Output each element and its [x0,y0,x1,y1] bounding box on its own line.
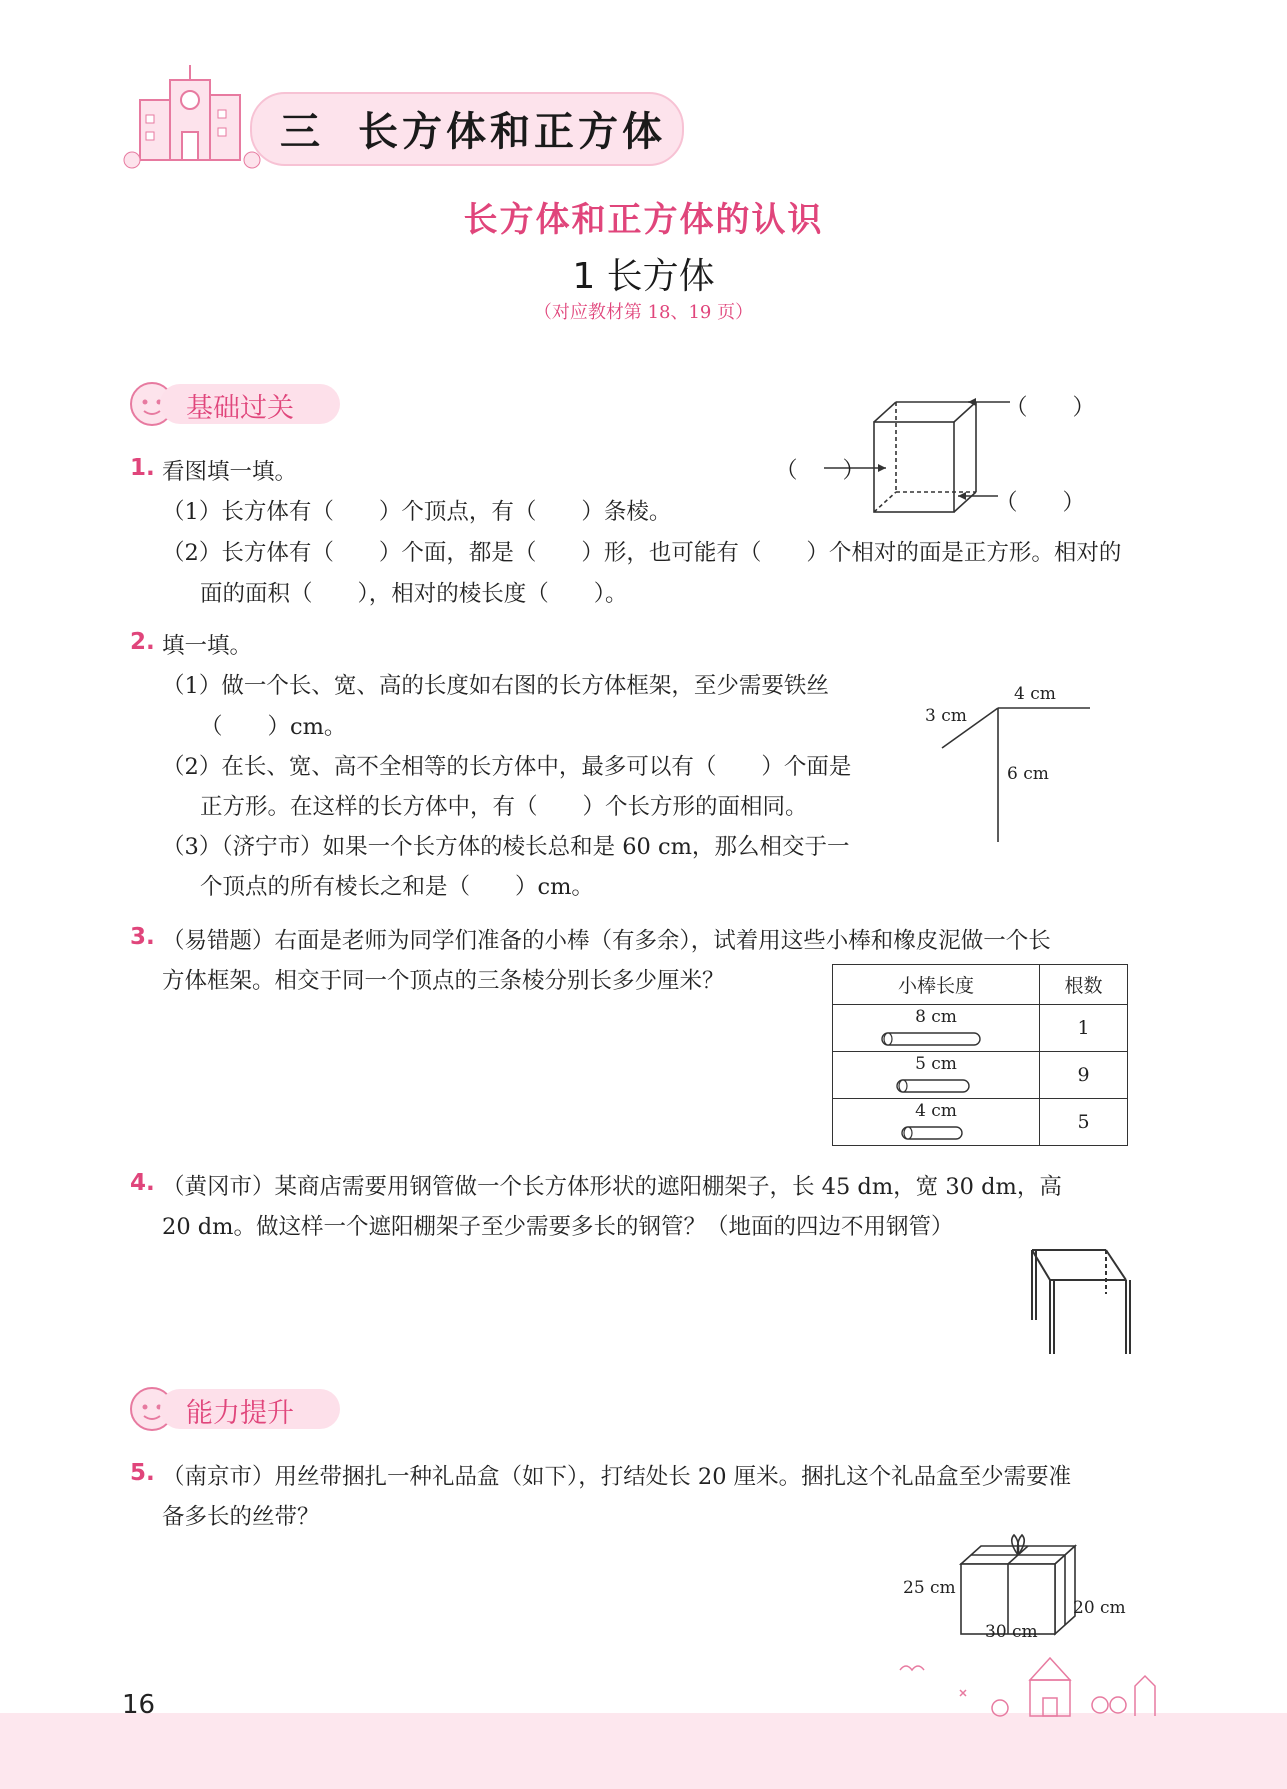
stick-5cm-icon [896,1079,972,1093]
q1-line-1: （1）长方体有（ ）个顶点，有（ ）条棱。 [162,499,672,525]
q2-number: 2. [130,629,155,655]
stick-length-label: 5 cm [915,1054,957,1074]
table-header-count: 根数 [1040,965,1128,1005]
section-title: 长方体和正方体的认识 [463,200,824,240]
chapter-heading [280,100,666,157]
stick-count: 5 [1040,1099,1128,1146]
box-height-label: 25 cm [903,1578,956,1598]
q2-line-3: （2）在长、宽、高不全相等的长方体中，最多可以有（ ）个面是 [162,754,852,780]
q2-line-1: （1）做一个长、宽、高的长度如右图的长方体框架，至少需要铁丝 [162,673,829,699]
school-building-icon [120,60,270,170]
table-row [833,1099,1128,1146]
q2-line-4: 正方形。在这样的长方体中，有（ ）个长方形的面相同。 [200,794,808,820]
box-width-label: 20 cm [1073,1598,1126,1618]
page-number: 16 [122,1690,156,1720]
chapter-title: 长方体和正方体 [358,109,666,155]
box-length-label: 30 cm [985,1622,1038,1642]
castle-doodle-icon [880,1650,1170,1720]
edge-width-label: 3 cm [925,706,967,726]
figure1-label-left: （ ） [775,458,866,484]
q5-line-2: 备多长的丝带？ [162,1504,320,1530]
awning-frame-figure [1020,1240,1138,1360]
stick-count: 9 [1040,1052,1128,1099]
q2-line-5: （3）（济宁市）如果一个长方体的棱长总和是 60 cm，那么相交于一 [162,834,850,860]
q4-line-1: （黄冈市）某商店需要用钢管做一个长方体形状的遮阳棚架子，长 45 dm，宽 30 dm，高 [162,1174,1062,1200]
edge-height-label: 6 cm [1007,764,1049,784]
chapter-number: 三 [280,109,324,155]
sticks-table [832,964,1128,1146]
q1-text: 看图填一填。 [162,459,298,485]
stick-length-label: 4 cm [915,1101,957,1121]
textbook-reference: （对应教材第 18、19 页） [533,302,754,323]
q5-number: 5. [130,1460,155,1486]
figure1-label-bottom: （ ） [995,490,1086,516]
q2-line-2: （ ）cm。 [200,714,347,740]
figure1-label-top: （ ） [1005,395,1096,421]
footer-band [0,1713,1287,1789]
table-row [833,1052,1128,1099]
stick-count: 1 [1040,1005,1128,1052]
stick-4cm-icon [901,1126,965,1140]
lesson-title: 1 长方体 [572,256,715,297]
table-header-length: 小棒长度 [833,965,1040,1005]
stick-length-label: 8 cm [915,1007,957,1027]
q2-line-6: 个顶点的所有棱长之和是（ ）cm。 [200,874,594,900]
table-row [833,1005,1128,1052]
basic-badge-label: 基础过关 [186,393,294,424]
q2-text: 填一填。 [162,633,253,659]
q1-number: 1. [130,455,155,481]
q5-line-1: （南京市）用丝带捆扎一种礼品盒（如下），打结处长 20 厘米。捆扎这个礼品盒至少需要准 [162,1464,1072,1490]
q3-line-2: 方体框架。相交于同一个顶点的三条棱分别长多少厘米？ [162,968,725,994]
stick-8cm-icon [881,1032,983,1046]
q3-line-1: （易错题）右面是老师为同学们准备的小棒（有多余），试着用这些小棒和橡皮泥做一个长 [162,928,1051,954]
q4-line-2: 20 dm。做这样一个遮阳棚架子至少需要多长的钢管？（地面的四边不用钢管） [162,1214,954,1240]
edge-length-label: 4 cm [1014,684,1056,704]
q3-number: 3. [130,924,155,950]
q1-line-3: 面的面积（ ），相对的棱长度（ ）。 [200,581,628,607]
advanced-badge-label: 能力提升 [186,1398,294,1429]
q4-number: 4. [130,1170,155,1196]
q1-line-2: （2）长方体有（ ）个面，都是（ ）形，也可能有（ ）个相对的面是正方形。相对的 [162,540,1122,566]
